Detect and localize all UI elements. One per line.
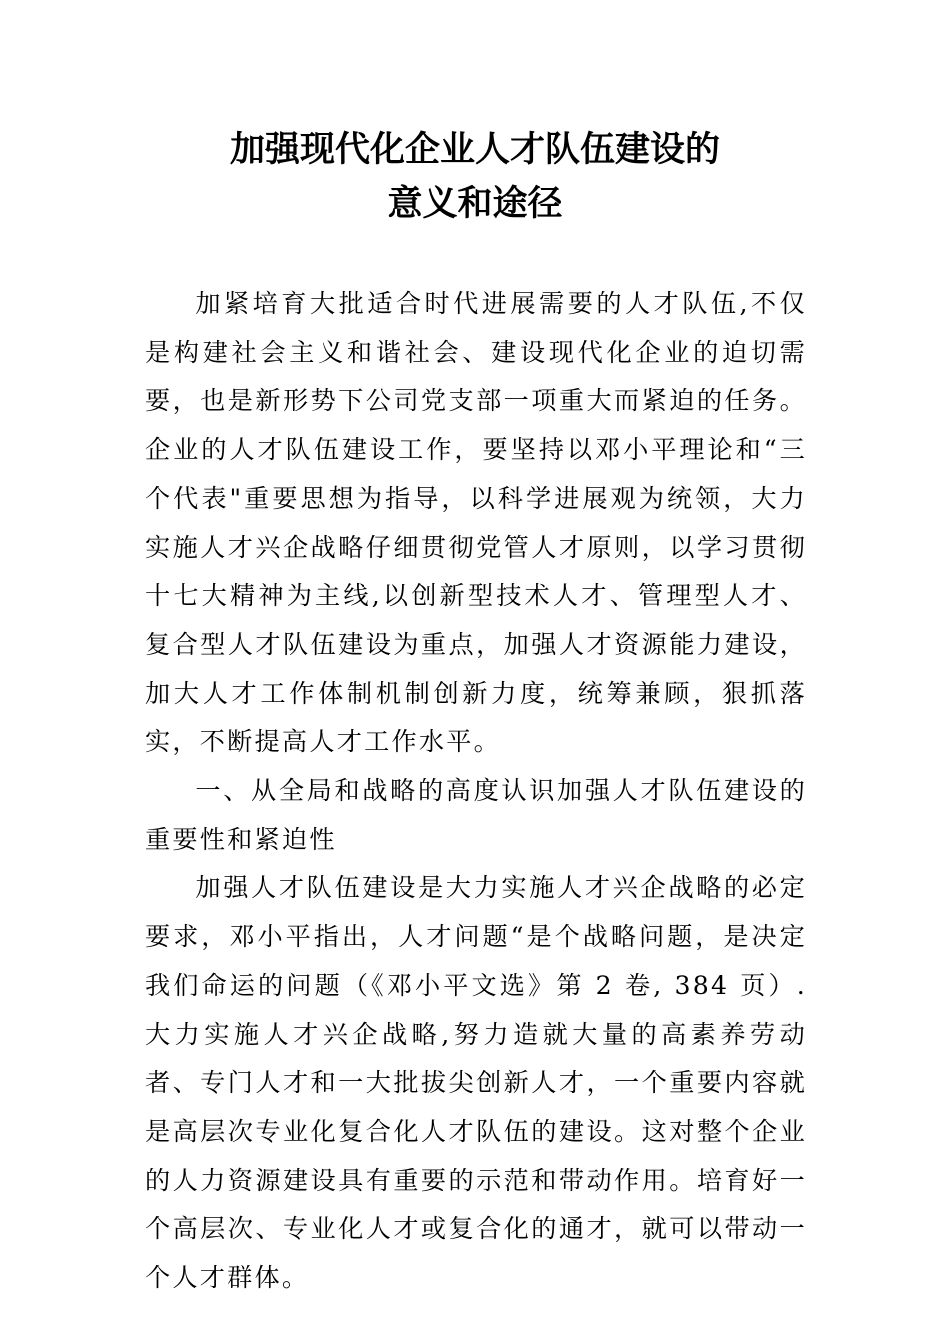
document-title-line-1: 加强现代化企业人才队伍建设的	[229, 130, 720, 170]
paragraph-section-1: 加强人才队伍建设是大力实施人才兴企战略的必定要求，邓小平指出，人才问题“是个战略问题，是决定我们命运的问题（《邓小平文选》第 2 卷, 384 页）. 大力实施人才兴企战略,努力造就大量的高素养劳动者、专门人才和一大批拔尖创新人才，一个重要内容就是高层次专业化复合化人才队伍的建设。这对整个企业的人力资源建设具有重要的示范和带动作用。培育好一个高层次、专业化人才或复合化的通才，就可以带动一个人才群体。	[145, 873, 807, 1293]
document-title-line-2: 意义和途径	[387, 184, 563, 224]
paragraph-intro: 加紧培育大批适合时代进展需要的人才队伍,不仅是构建社会主义和谐社会、建设现代化企业的迫切需要，也是新形势下公司党支部一项重大而紧迫的任务。企业的人才队伍建设工作，要坚持以邓小平理论和“三个代表"重要思想为指导，以科学进展观为统领，大力实施人才兴企战略仔细贯彻党管人才原则，以学习贯彻十七大精神为主线,以创新型技术人才、管理型人才、复合型人才队伍建设为重点，加强人才资源能力建设，加大人才工作体制机制创新力度，统筹兼顾，狠抓落实，不断提高人才工作水平。	[145, 289, 807, 757]
section-heading-1: 一、从全局和战略的高度认识加强人才队伍建设的重要性和紧迫性	[145, 776, 807, 854]
document-body	[145, 280, 807, 1303]
